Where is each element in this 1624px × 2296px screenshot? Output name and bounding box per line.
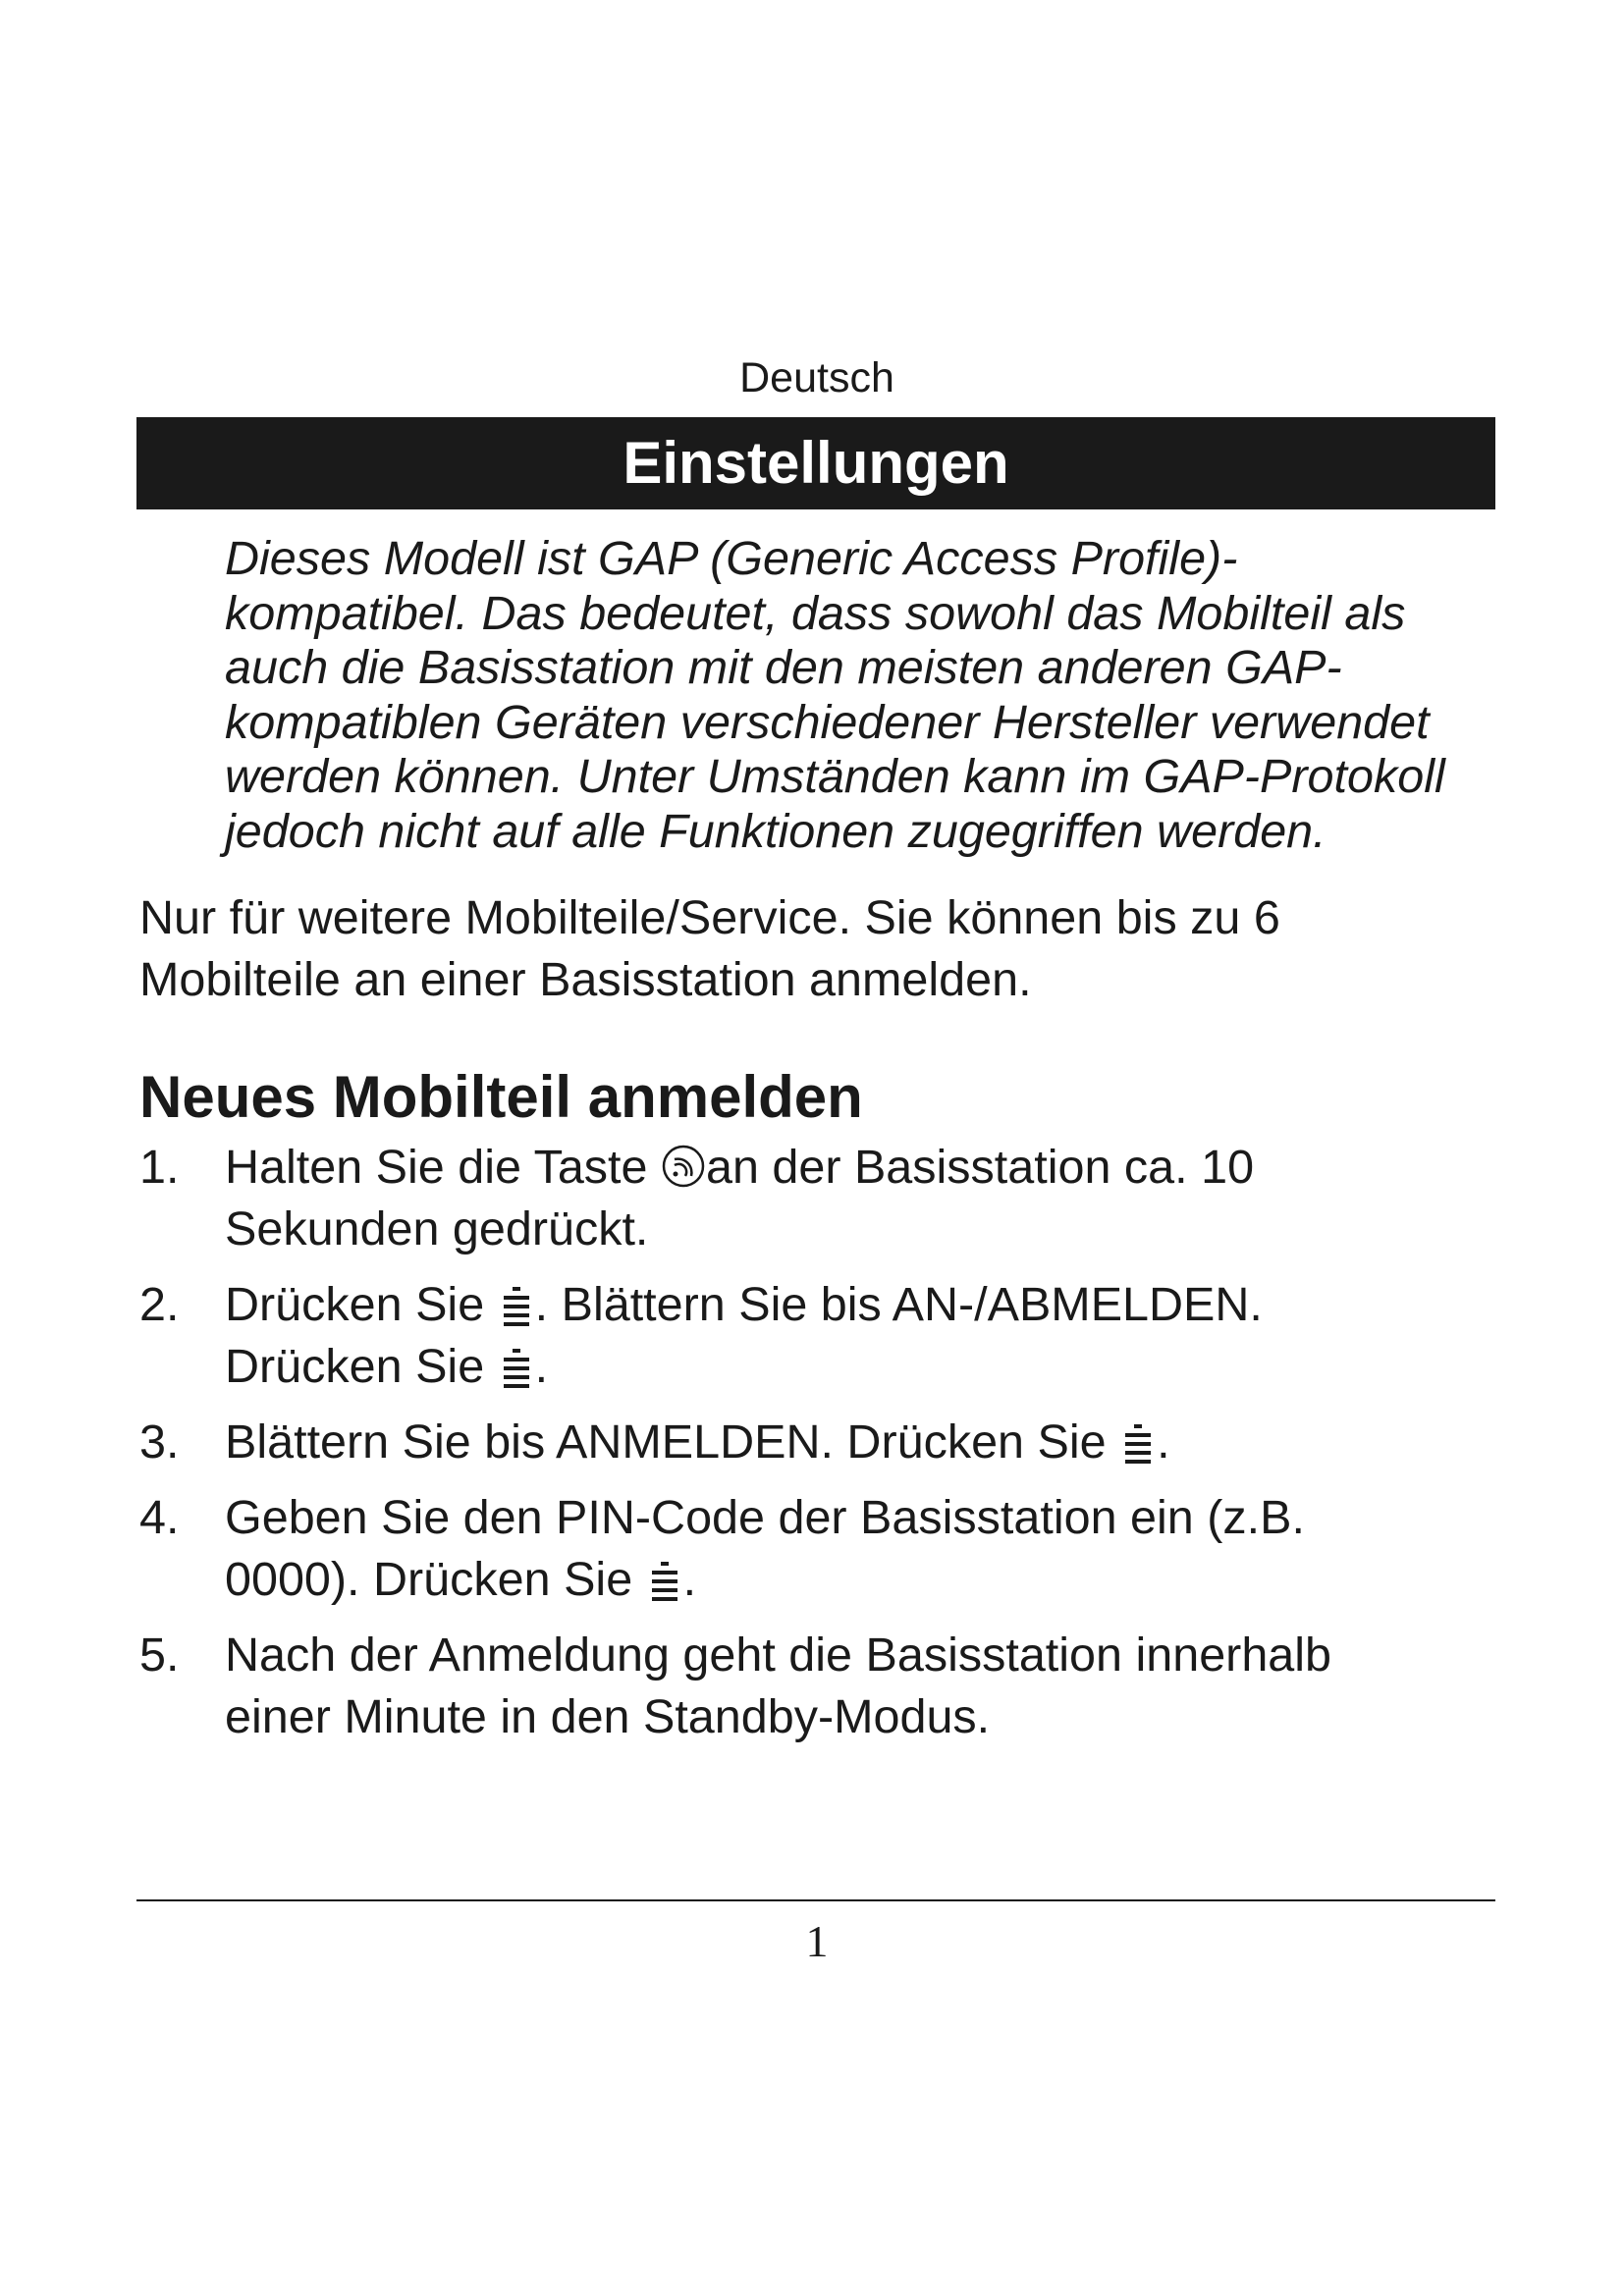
step-text: . — [534, 1340, 549, 1393]
step-line — [225, 1549, 1494, 1611]
step-item — [139, 1412, 1494, 1473]
step-text: an der Basisstation ca. 10 — [705, 1141, 1255, 1194]
intro-line: kompatiblen Geräten verschiedener Hersteller verwendet — [225, 695, 1430, 749]
step-item — [139, 1487, 1494, 1611]
service-line: Nur für weitere Mobilteile/Service. Sie können bis zu 6 — [139, 891, 1280, 944]
step-line: Geben Sie den PIN-Code der Basisstation ein (z.B. — [225, 1491, 1305, 1544]
step-text: . — [682, 1553, 697, 1606]
page-number: 1 — [805, 1916, 829, 1966]
step-item — [139, 1625, 1494, 1748]
step-text: Blättern Sie bis ANMELDEN. Drücken Sie — [225, 1415, 1120, 1468]
gap-compatibility-note — [225, 532, 1511, 859]
step-line: einer Minute in den Standby-Modus. — [225, 1690, 991, 1743]
service-line: Mobilteile an einer Basisstation anmelden. — [139, 953, 1032, 1006]
step-text: 0000). Drücken Sie — [225, 1553, 646, 1606]
paging-signal-icon — [661, 1144, 706, 1189]
intro-line: Dieses Modell ist GAP (Generic Access Profile)- — [225, 532, 1238, 585]
step-number: 4. — [139, 1491, 180, 1544]
page-language: Deutsch — [739, 354, 894, 401]
section-title: Einstellungen — [136, 417, 1495, 509]
registration-steps — [139, 1137, 1494, 1762]
step-line: Sekunden gedrückt. — [225, 1202, 649, 1255]
menu-lines-icon — [648, 1558, 681, 1601]
step-number: 2. — [139, 1278, 180, 1331]
step-text: Halten Sie die Taste — [225, 1141, 661, 1194]
step-line — [225, 1274, 1494, 1336]
intro-line: jedoch nicht auf alle Funktionen zugegriffen werden. — [225, 804, 1326, 858]
intro-line: auch die Basisstation mit den meisten anderen GAP- — [225, 641, 1342, 694]
step-line — [225, 1336, 1494, 1398]
step-text: . Blättern Sie bis AN-/ABMELDEN. — [534, 1278, 1263, 1331]
step-text: . — [1157, 1415, 1170, 1468]
registration-heading: Neues Mobilteil anmelden — [139, 1064, 863, 1130]
step-line: Nach der Anmeldung geht die Basisstation innerhalb — [225, 1629, 1332, 1682]
step-line — [225, 1137, 1494, 1199]
menu-lines-icon — [500, 1283, 533, 1326]
step-number: 3. — [139, 1415, 180, 1468]
service-note — [139, 887, 1494, 1011]
step-number: 5. — [139, 1629, 180, 1682]
menu-lines-icon — [1121, 1420, 1155, 1464]
intro-line: werden können. Unter Umständen kann im GAP-Protokoll — [225, 750, 1445, 803]
intro-line: kompatibel. Das bedeutet, dass sowohl das Mobilteil als — [225, 586, 1406, 640]
step-line — [225, 1412, 1494, 1473]
step-text: Drücken Sie — [225, 1340, 498, 1393]
step-item — [139, 1274, 1494, 1398]
menu-lines-icon — [500, 1345, 533, 1388]
footer-divider — [136, 1899, 1495, 1901]
step-item — [139, 1137, 1494, 1260]
step-text: Drücken Sie — [225, 1278, 498, 1331]
step-number: 1. — [139, 1141, 180, 1194]
